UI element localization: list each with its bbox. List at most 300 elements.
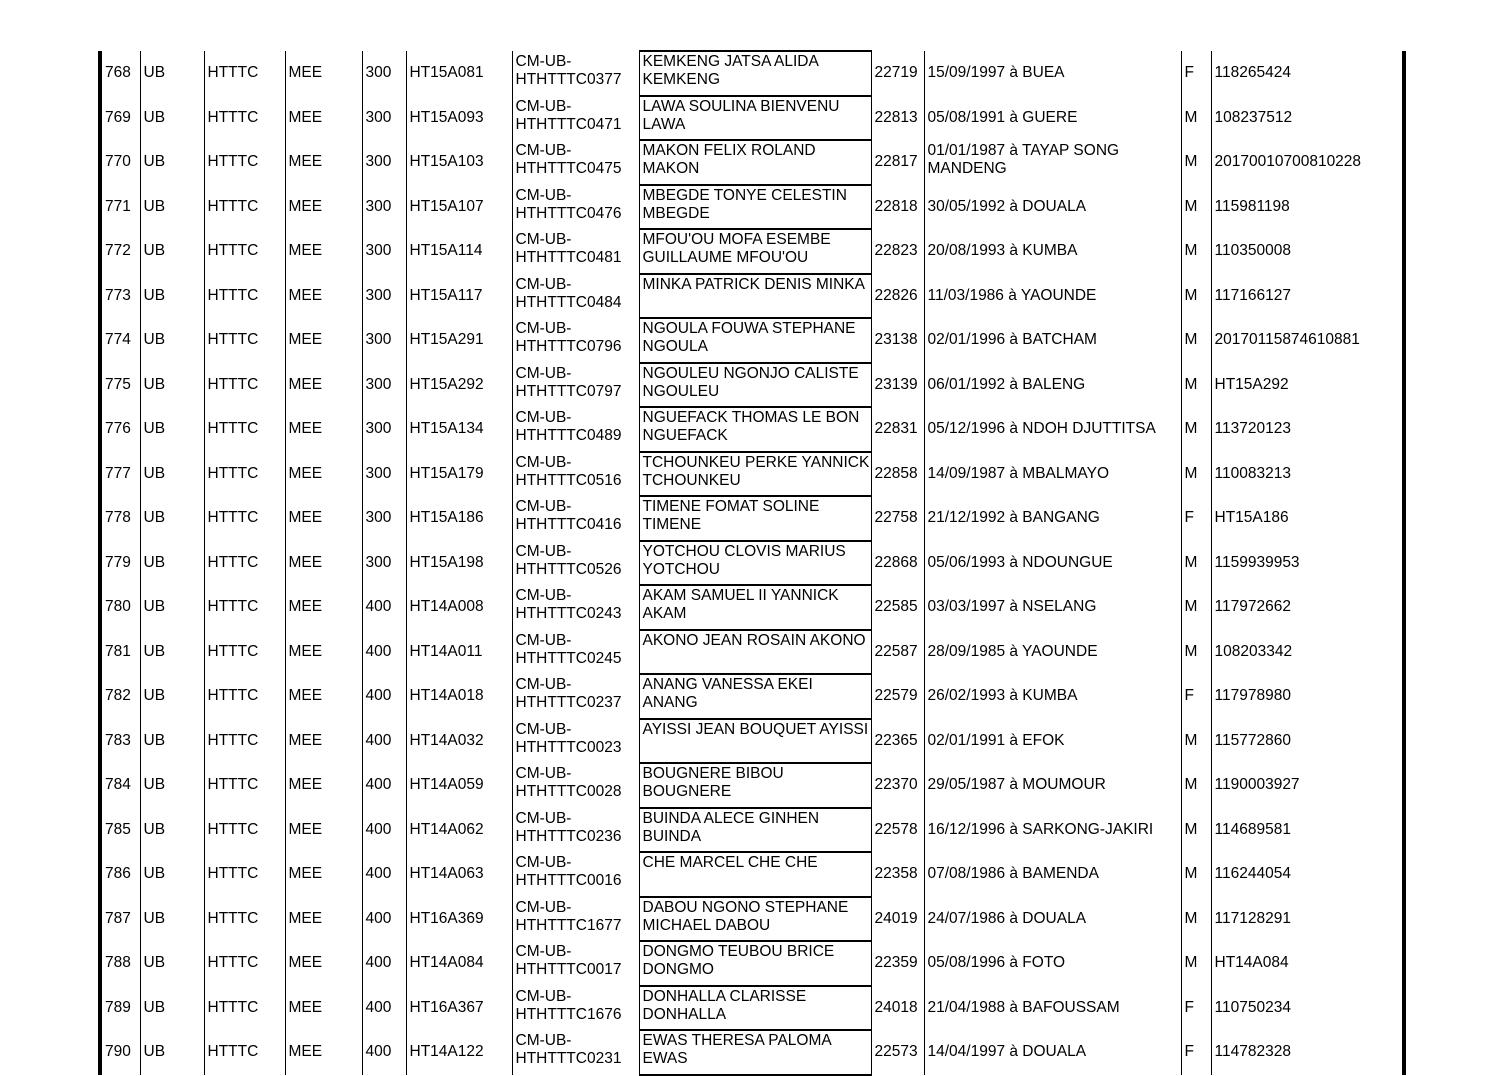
row-number-cell: 781 — [100, 630, 140, 675]
level-cell: 300 — [362, 318, 406, 363]
school-code-cell: HTTTC — [204, 318, 285, 363]
row-number-cell: 777 — [100, 452, 140, 497]
reference-number-cell: 115772860 — [1211, 719, 1404, 764]
matricule-cell: HT14A032 — [406, 719, 512, 764]
sex-cell: M — [1181, 229, 1211, 274]
birth-date-place-cell: 05/08/1996 à FOTO — [924, 941, 1181, 986]
school-code-cell: HTTTC — [204, 986, 285, 1031]
school-code-cell: HTTTC — [204, 585, 285, 630]
reference-number-cell: 113720123 — [1211, 407, 1404, 452]
birth-date-place-cell: 21/12/1992 à BANGANG — [924, 496, 1181, 541]
birth-date-place-cell: 07/08/1986 à BAMENDA — [924, 852, 1181, 897]
school-code-cell: HTTTC — [204, 1030, 285, 1075]
school-code-cell: HTTTC — [204, 541, 285, 586]
level-cell: 300 — [362, 496, 406, 541]
student-name-cell: MBEGDE TONYE CELESTIN MBEGDE — [639, 185, 871, 230]
matricule-cell: HT15A292 — [406, 363, 512, 408]
table-row — [100, 674, 1404, 719]
level-cell: 400 — [362, 941, 406, 986]
table-row — [100, 852, 1404, 897]
level-cell: 300 — [362, 51, 406, 96]
sex-cell: M — [1181, 140, 1211, 185]
department-code-cell: MEE — [285, 496, 362, 541]
sex-cell: M — [1181, 96, 1211, 141]
record-id-cell: 22370 — [871, 763, 924, 808]
institution-code-cell: UB — [140, 96, 204, 141]
department-code-cell: MEE — [285, 941, 362, 986]
student-code-cell: CM-UB-HTHTTTC0231 — [512, 1030, 639, 1075]
row-number-cell: 787 — [100, 897, 140, 942]
matricule-cell: HT15A107 — [406, 185, 512, 230]
matricule-cell: HT15A291 — [406, 318, 512, 363]
student-name-cell: EWAS THERESA PALOMA EWAS — [639, 1030, 871, 1075]
matricule-cell: HT15A198 — [406, 541, 512, 586]
student-code-cell: CM-UB-HTHTTTC0377 — [512, 51, 639, 96]
student-name-cell: AKAM SAMUEL II YANNICK AKAM — [639, 585, 871, 630]
school-code-cell: HTTTC — [204, 496, 285, 541]
row-number-cell: 772 — [100, 229, 140, 274]
school-code-cell: HTTTC — [204, 452, 285, 497]
sex-cell: M — [1181, 808, 1211, 853]
row-number-cell: 769 — [100, 96, 140, 141]
record-id-cell: 22365 — [871, 719, 924, 764]
sex-cell: M — [1181, 852, 1211, 897]
student-code-cell: CM-UB-HTHTTTC0016 — [512, 852, 639, 897]
reference-number-cell: 114689581 — [1211, 808, 1404, 853]
record-id-cell: 24018 — [871, 986, 924, 1031]
sex-cell: M — [1181, 452, 1211, 497]
department-code-cell: MEE — [285, 96, 362, 141]
table-row — [100, 274, 1404, 319]
matricule-cell: HT15A179 — [406, 452, 512, 497]
student-code-cell: CM-UB-HTHTTTC0526 — [512, 541, 639, 586]
reference-number-cell: 108203342 — [1211, 630, 1404, 675]
school-code-cell: HTTTC — [204, 763, 285, 808]
level-cell: 400 — [362, 674, 406, 719]
reference-number-cell: HT15A186 — [1211, 496, 1404, 541]
reference-number-cell: HT15A292 — [1211, 363, 1404, 408]
school-code-cell: HTTTC — [204, 719, 285, 764]
matricule-cell: HT15A114 — [406, 229, 512, 274]
row-number-cell: 770 — [100, 140, 140, 185]
table-row — [100, 407, 1404, 452]
department-code-cell: MEE — [285, 852, 362, 897]
level-cell: 300 — [362, 274, 406, 319]
level-cell: 400 — [362, 852, 406, 897]
institution-code-cell: UB — [140, 51, 204, 96]
matricule-cell: HT14A062 — [406, 808, 512, 853]
table-row — [100, 1030, 1404, 1075]
level-cell: 300 — [362, 140, 406, 185]
institution-code-cell: UB — [140, 140, 204, 185]
student-name-cell: KEMKENG JATSA ALIDA KEMKENG — [639, 51, 871, 96]
student-name-cell: BOUGNERE BIBOU BOUGNERE — [639, 763, 871, 808]
level-cell: 300 — [362, 407, 406, 452]
institution-code-cell: UB — [140, 1030, 204, 1075]
reference-number-cell: 117128291 — [1211, 897, 1404, 942]
department-code-cell: MEE — [285, 363, 362, 408]
reference-number-cell: 20170115874610881 — [1211, 318, 1404, 363]
sex-cell: M — [1181, 897, 1211, 942]
table-row — [100, 897, 1404, 942]
school-code-cell: HTTTC — [204, 630, 285, 675]
record-id-cell: 24019 — [871, 897, 924, 942]
matricule-cell: HT14A008 — [406, 585, 512, 630]
sex-cell: M — [1181, 363, 1211, 408]
department-code-cell: MEE — [285, 274, 362, 319]
sex-cell: F — [1181, 674, 1211, 719]
level-cell: 400 — [362, 1030, 406, 1075]
table-row — [100, 719, 1404, 764]
matricule-cell: HT14A011 — [406, 630, 512, 675]
row-number-cell: 788 — [100, 941, 140, 986]
row-number-cell: 782 — [100, 674, 140, 719]
student-code-cell: CM-UB-HTHTTTC0236 — [512, 808, 639, 853]
level-cell: 400 — [362, 986, 406, 1031]
birth-date-place-cell: 05/12/1996 à NDOH DJUTTITSA — [924, 407, 1181, 452]
birth-date-place-cell: 20/08/1993 à KUMBA — [924, 229, 1181, 274]
record-id-cell: 22578 — [871, 808, 924, 853]
student-code-cell: CM-UB-HTHTTTC0481 — [512, 229, 639, 274]
row-number-cell: 790 — [100, 1030, 140, 1075]
student-name-cell: YOTCHOU CLOVIS MARIUS YOTCHOU — [639, 541, 871, 586]
row-number-cell: 768 — [100, 51, 140, 96]
institution-code-cell: UB — [140, 897, 204, 942]
sex-cell: M — [1181, 274, 1211, 319]
record-id-cell: 22813 — [871, 96, 924, 141]
matricule-cell: HT15A134 — [406, 407, 512, 452]
row-number-cell: 783 — [100, 719, 140, 764]
institution-code-cell: UB — [140, 274, 204, 319]
reference-number-cell: 116244054 — [1211, 852, 1404, 897]
matricule-cell: HT14A059 — [406, 763, 512, 808]
student-name-cell: TIMENE FOMAT SOLINE TIMENE — [639, 496, 871, 541]
birth-date-place-cell: 16/12/1996 à SARKONG-JAKIRI — [924, 808, 1181, 853]
table-row — [100, 185, 1404, 230]
row-number-cell: 771 — [100, 185, 140, 230]
reference-number-cell: 110750234 — [1211, 986, 1404, 1031]
table-row — [100, 363, 1404, 408]
institution-code-cell: UB — [140, 541, 204, 586]
sex-cell: F — [1181, 986, 1211, 1031]
department-code-cell: MEE — [285, 185, 362, 230]
birth-date-place-cell: 29/05/1987 à MOUMOUR — [924, 763, 1181, 808]
table-row — [100, 541, 1404, 586]
record-id-cell: 22818 — [871, 185, 924, 230]
student-name-cell: NGOULA FOUWA STEPHANE NGOULA — [639, 318, 871, 363]
student-code-cell: CM-UB-HTHTTTC1676 — [512, 986, 639, 1031]
level-cell: 300 — [362, 363, 406, 408]
level-cell: 300 — [362, 185, 406, 230]
department-code-cell: MEE — [285, 51, 362, 96]
student-code-cell: CM-UB-HTHTTTC0796 — [512, 318, 639, 363]
level-cell: 400 — [362, 897, 406, 942]
birth-date-place-cell: 14/09/1987 à MBALMAYO — [924, 452, 1181, 497]
institution-code-cell: UB — [140, 630, 204, 675]
school-code-cell: HTTTC — [204, 140, 285, 185]
birth-date-place-cell: 26/02/1993 à KUMBA — [924, 674, 1181, 719]
sex-cell: M — [1181, 407, 1211, 452]
student-code-cell: CM-UB-HTHTTTC0017 — [512, 941, 639, 986]
reference-number-cell: 115981198 — [1211, 185, 1404, 230]
student-name-cell: AYISSI JEAN BOUQUET AYISSI — [639, 719, 871, 764]
sex-cell: M — [1181, 541, 1211, 586]
student-code-cell: CM-UB-HTHTTTC0484 — [512, 274, 639, 319]
row-number-cell: 773 — [100, 274, 140, 319]
record-id-cell: 22831 — [871, 407, 924, 452]
row-number-cell: 784 — [100, 763, 140, 808]
birth-date-place-cell: 01/01/1987 à TAYAP SONG MANDENG — [924, 140, 1181, 185]
matricule-cell: HT14A084 — [406, 941, 512, 986]
matricule-cell: HT15A117 — [406, 274, 512, 319]
student-code-cell: CM-UB-HTHTTTC1677 — [512, 897, 639, 942]
row-number-cell: 780 — [100, 585, 140, 630]
sex-cell: M — [1181, 585, 1211, 630]
birth-date-place-cell: 06/01/1992 à BALENG — [924, 363, 1181, 408]
department-code-cell: MEE — [285, 407, 362, 452]
reference-number-cell: 20170010700810228 — [1211, 140, 1404, 185]
row-number-cell: 785 — [100, 808, 140, 853]
department-code-cell: MEE — [285, 1030, 362, 1075]
record-id-cell: 22359 — [871, 941, 924, 986]
row-number-cell: 774 — [100, 318, 140, 363]
department-code-cell: MEE — [285, 318, 362, 363]
reference-number-cell: 110350008 — [1211, 229, 1404, 274]
student-name-cell: NGOULEU NGONJO CALISTE NGOULEU — [639, 363, 871, 408]
student-code-cell: CM-UB-HTHTTTC0237 — [512, 674, 639, 719]
sex-cell: F — [1181, 1030, 1211, 1075]
record-id-cell: 22868 — [871, 541, 924, 586]
table-row — [100, 585, 1404, 630]
record-id-cell: 22573 — [871, 1030, 924, 1075]
school-code-cell: HTTTC — [204, 363, 285, 408]
row-number-cell: 789 — [100, 986, 140, 1031]
student-code-cell: CM-UB-HTHTTTC0471 — [512, 96, 639, 141]
level-cell: 300 — [362, 96, 406, 141]
table-row — [100, 51, 1404, 96]
department-code-cell: MEE — [285, 541, 362, 586]
reference-number-cell: 114782328 — [1211, 1030, 1404, 1075]
record-id-cell: 23138 — [871, 318, 924, 363]
department-code-cell: MEE — [285, 229, 362, 274]
department-code-cell: MEE — [285, 140, 362, 185]
birth-date-place-cell: 05/08/1991 à GUERE — [924, 96, 1181, 141]
matricule-cell: HT16A369 — [406, 897, 512, 942]
school-code-cell: HTTTC — [204, 674, 285, 719]
sex-cell: M — [1181, 719, 1211, 764]
table-row — [100, 96, 1404, 141]
record-id-cell: 22817 — [871, 140, 924, 185]
institution-code-cell: UB — [140, 363, 204, 408]
institution-code-cell: UB — [140, 452, 204, 497]
department-code-cell: MEE — [285, 630, 362, 675]
student-code-cell: CM-UB-HTHTTTC0475 — [512, 140, 639, 185]
level-cell: 300 — [362, 452, 406, 497]
institution-code-cell: UB — [140, 674, 204, 719]
reference-number-cell: 110083213 — [1211, 452, 1404, 497]
table-row — [100, 763, 1404, 808]
department-code-cell: MEE — [285, 585, 362, 630]
matricule-cell: HT15A093 — [406, 96, 512, 141]
school-code-cell: HTTTC — [204, 852, 285, 897]
student-name-cell: MFOU'OU MOFA ESEMBE GUILLAUME MFOU'OU — [639, 229, 871, 274]
record-id-cell: 22823 — [871, 229, 924, 274]
school-code-cell: HTTTC — [204, 274, 285, 319]
student-name-cell: TCHOUNKEU PERKE YANNICK TCHOUNKEU — [639, 452, 871, 497]
level-cell: 400 — [362, 630, 406, 675]
department-code-cell: MEE — [285, 986, 362, 1031]
sex-cell: M — [1181, 630, 1211, 675]
record-id-cell: 22585 — [871, 585, 924, 630]
table-row — [100, 496, 1404, 541]
level-cell: 300 — [362, 541, 406, 586]
sex-cell: M — [1181, 763, 1211, 808]
birth-date-place-cell: 02/01/1991 à EFOK — [924, 719, 1181, 764]
table-row — [100, 318, 1404, 363]
row-number-cell: 786 — [100, 852, 140, 897]
student-code-cell: CM-UB-HTHTTTC0416 — [512, 496, 639, 541]
reference-number-cell: 117972662 — [1211, 585, 1404, 630]
table-row — [100, 941, 1404, 986]
institution-code-cell: UB — [140, 986, 204, 1031]
institution-code-cell: UB — [140, 229, 204, 274]
institution-code-cell: UB — [140, 808, 204, 853]
institution-code-cell: UB — [140, 318, 204, 363]
matricule-cell: HT15A186 — [406, 496, 512, 541]
matricule-cell: HT14A122 — [406, 1030, 512, 1075]
school-code-cell: HTTTC — [204, 229, 285, 274]
school-code-cell: HTTTC — [204, 407, 285, 452]
birth-date-place-cell: 30/05/1992 à DOUALA — [924, 185, 1181, 230]
student-name-cell: AKONO JEAN ROSAIN AKONO — [639, 630, 871, 675]
birth-date-place-cell: 21/04/1988 à BAFOUSSAM — [924, 986, 1181, 1031]
row-number-cell: 775 — [100, 363, 140, 408]
student-name-cell: ANANG VANESSA EKEI ANANG — [639, 674, 871, 719]
table-row — [100, 808, 1404, 853]
department-code-cell: MEE — [285, 719, 362, 764]
sex-cell: M — [1181, 941, 1211, 986]
department-code-cell: MEE — [285, 808, 362, 853]
student-name-cell: DONHALLA CLARISSE DONHALLA — [639, 986, 871, 1031]
level-cell: 400 — [362, 585, 406, 630]
school-code-cell: HTTTC — [204, 51, 285, 96]
record-id-cell: 23139 — [871, 363, 924, 408]
department-code-cell: MEE — [285, 452, 362, 497]
student-name-cell: NGUEFACK THOMAS LE BON NGUEFACK — [639, 407, 871, 452]
student-code-cell: CM-UB-HTHTTTC0245 — [512, 630, 639, 675]
row-number-cell: 778 — [100, 496, 140, 541]
record-id-cell: 22758 — [871, 496, 924, 541]
institution-code-cell: UB — [140, 763, 204, 808]
department-code-cell: MEE — [285, 674, 362, 719]
student-roster-table — [98, 50, 1406, 1076]
birth-date-place-cell: 15/09/1997 à BUEA — [924, 51, 1181, 96]
matricule-cell: HT16A367 — [406, 986, 512, 1031]
institution-code-cell: UB — [140, 852, 204, 897]
student-code-cell: CM-UB-HTHTTTC0489 — [512, 407, 639, 452]
reference-number-cell: 1159939953 — [1211, 541, 1404, 586]
birth-date-place-cell: 28/09/1985 à YAOUNDE — [924, 630, 1181, 675]
matricule-cell: HT15A103 — [406, 140, 512, 185]
matricule-cell: HT15A081 — [406, 51, 512, 96]
row-number-cell: 779 — [100, 541, 140, 586]
reference-number-cell: 118265424 — [1211, 51, 1404, 96]
birth-date-place-cell: 11/03/1986 à YAOUNDE — [924, 274, 1181, 319]
student-name-cell: MAKON FELIX ROLAND MAKON — [639, 140, 871, 185]
student-code-cell: CM-UB-HTHTTTC0028 — [512, 763, 639, 808]
school-code-cell: HTTTC — [204, 941, 285, 986]
reference-number-cell: 1190003927 — [1211, 763, 1404, 808]
table-row — [100, 986, 1404, 1031]
level-cell: 400 — [362, 808, 406, 853]
department-code-cell: MEE — [285, 897, 362, 942]
student-roster-sheet — [98, 50, 1402, 1067]
matricule-cell: HT14A063 — [406, 852, 512, 897]
sex-cell: F — [1181, 51, 1211, 96]
table-row — [100, 229, 1404, 274]
row-number-cell: 776 — [100, 407, 140, 452]
student-name-cell: DONGMO TEUBOU BRICE DONGMO — [639, 941, 871, 986]
institution-code-cell: UB — [140, 407, 204, 452]
level-cell: 400 — [362, 763, 406, 808]
birth-date-place-cell: 24/07/1986 à DOUALA — [924, 897, 1181, 942]
institution-code-cell: UB — [140, 719, 204, 764]
institution-code-cell: UB — [140, 185, 204, 230]
table-row — [100, 452, 1404, 497]
record-id-cell: 22358 — [871, 852, 924, 897]
institution-code-cell: UB — [140, 496, 204, 541]
school-code-cell: HTTTC — [204, 185, 285, 230]
birth-date-place-cell: 14/04/1997 à DOUALA — [924, 1030, 1181, 1075]
student-code-cell: CM-UB-HTHTTTC0516 — [512, 452, 639, 497]
reference-number-cell: 108237512 — [1211, 96, 1404, 141]
record-id-cell: 22579 — [871, 674, 924, 719]
reference-number-cell: HT14A084 — [1211, 941, 1404, 986]
sex-cell: M — [1181, 185, 1211, 230]
student-name-cell: MINKA PATRICK DENIS MINKA — [639, 274, 871, 319]
institution-code-cell: UB — [140, 585, 204, 630]
student-code-cell: CM-UB-HTHTTTC0243 — [512, 585, 639, 630]
level-cell: 300 — [362, 229, 406, 274]
school-code-cell: HTTTC — [204, 96, 285, 141]
birth-date-place-cell: 05/06/1993 à NDOUNGUE — [924, 541, 1181, 586]
department-code-cell: MEE — [285, 763, 362, 808]
sex-cell: F — [1181, 496, 1211, 541]
record-id-cell: 22719 — [871, 51, 924, 96]
sex-cell: M — [1181, 318, 1211, 363]
student-name-cell: BUINDA ALECE GINHEN BUINDA — [639, 808, 871, 853]
school-code-cell: HTTTC — [204, 808, 285, 853]
reference-number-cell: 117166127 — [1211, 274, 1404, 319]
institution-code-cell: UB — [140, 941, 204, 986]
reference-number-cell: 117978980 — [1211, 674, 1404, 719]
record-id-cell: 22587 — [871, 630, 924, 675]
birth-date-place-cell: 02/01/1996 à BATCHAM — [924, 318, 1181, 363]
matricule-cell: HT14A018 — [406, 674, 512, 719]
student-code-cell: CM-UB-HTHTTTC0476 — [512, 185, 639, 230]
student-name-cell: CHE MARCEL CHE CHE — [639, 852, 871, 897]
roster-body — [100, 51, 1404, 1075]
student-name-cell: DABOU NGONO STEPHANE MICHAEL DABOU — [639, 897, 871, 942]
record-id-cell: 22826 — [871, 274, 924, 319]
school-code-cell: HTTTC — [204, 897, 285, 942]
student-code-cell: CM-UB-HTHTTTC0797 — [512, 363, 639, 408]
record-id-cell: 22858 — [871, 452, 924, 497]
birth-date-place-cell: 03/03/1997 à NSELANG — [924, 585, 1181, 630]
student-code-cell: CM-UB-HTHTTTC0023 — [512, 719, 639, 764]
table-row — [100, 630, 1404, 675]
level-cell: 400 — [362, 719, 406, 764]
